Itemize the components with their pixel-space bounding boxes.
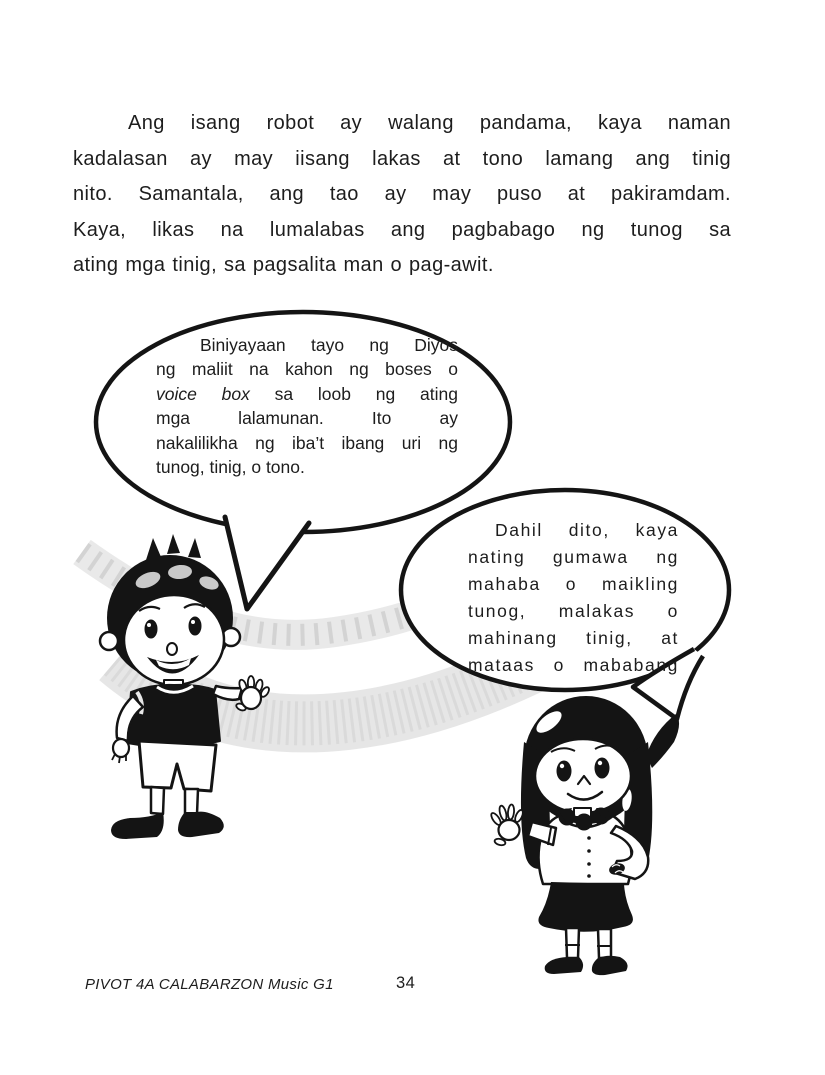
boy-eye-left <box>145 620 158 639</box>
boy-bubble-tail <box>225 517 309 609</box>
page-number: 34 <box>396 974 416 992</box>
boy-shoe-left <box>111 812 164 839</box>
boy-speech-bubble-text <box>156 333 458 479</box>
girl-eye-right <box>595 758 610 779</box>
bubble-line: Biniyayaan tayo ng Diyos <box>200 335 458 355</box>
girl-figure <box>490 696 680 975</box>
boy-eye-right <box>189 617 202 636</box>
boy-leg-left <box>151 787 164 814</box>
bubble-line: nakalilikha ng iba’t ibang uri ng <box>156 432 458 453</box>
boy-shoe-right <box>178 812 224 838</box>
footer-source: PIVOT 4A CALABARZON Music G1 <box>85 976 334 993</box>
girl-skirt <box>538 882 633 932</box>
bubble-line <box>156 382 458 406</box>
bubble-line: mahaba o maikling <box>468 574 679 594</box>
girl-hand-wave <box>499 820 520 840</box>
girl-speech-bubble-text <box>468 517 679 679</box>
intro-paragraph <box>73 106 731 284</box>
girl-leg-right <box>598 929 611 958</box>
girl-shoe-right <box>592 956 628 975</box>
paragraph-line: Ang isang robot ay walang pandama, kaya naman <box>128 112 731 134</box>
bubble-line: mga lalamunan. Ito ay <box>156 408 458 429</box>
paragraph-line: kadalasan ay may iisang lakas at tono lamang ang tinig <box>73 147 731 170</box>
bubble-line: nating gumawa ng <box>468 547 679 567</box>
bubble-line: mataas o mababang <box>468 655 679 675</box>
boy-leg-right <box>185 789 198 814</box>
bubble-line: mahinang tinig, at <box>468 628 679 648</box>
boy-hand-wave <box>241 687 261 709</box>
bubble-line-rest: sa loob ng ating <box>249 383 458 404</box>
paragraph-line: Kaya, likas na lumalabas ang pagbabago ng tunog sa <box>73 218 731 241</box>
girl-shoe-left <box>545 957 583 974</box>
girl-leg-left <box>566 928 579 958</box>
girl-eye-left <box>557 761 572 782</box>
bubble-line: tunog, tinig, o tono. <box>156 457 305 478</box>
boy-nose <box>167 643 177 655</box>
boy-shorts <box>139 741 216 791</box>
boy-ear-left <box>100 632 118 650</box>
boy-tank-top <box>127 685 220 747</box>
italic-phrase: voice box <box>156 383 250 404</box>
bubble-line: tunog, malakas o <box>468 601 679 621</box>
bubble-line: ng maliit na kahon ng boses o <box>156 359 458 380</box>
paragraph-line: nito. Samantala, ang tao ay may puso at pakiramdam. <box>73 183 731 205</box>
paragraph-line: ating mga tinig, sa pagsalita man o pag-awit. <box>73 254 494 276</box>
bubble-line: Dahil dito, kaya <box>495 520 679 540</box>
